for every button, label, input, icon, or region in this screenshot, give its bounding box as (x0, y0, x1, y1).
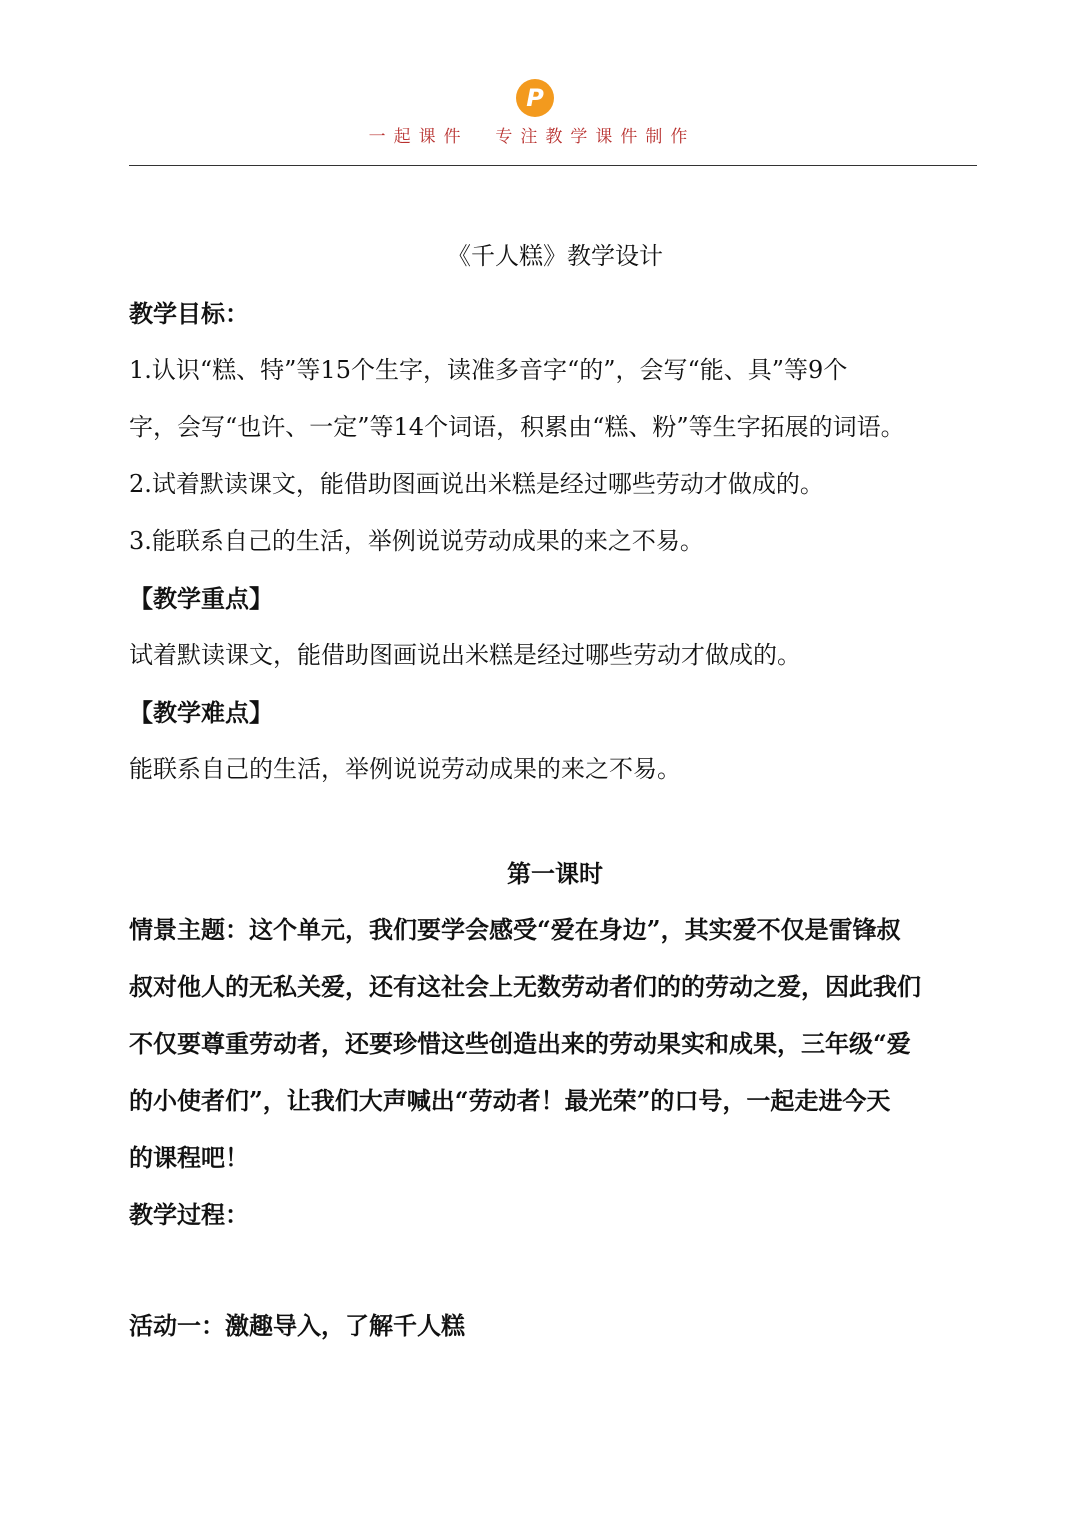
svg-text:P: P (526, 84, 544, 112)
theme-line: 不仅要尊重劳动者，还要珍惜这些创造出来的劳动果实和成果，三年级“爱 (129, 1029, 911, 1058)
theme-line: 叔对他人的无私关爱，还有这社会上无数劳动者们的的劳动之爱，因此我们 (129, 972, 921, 1001)
document-body (129, 228, 981, 1354)
logo-icon (515, 78, 555, 118)
header-divider (129, 165, 977, 166)
objective-line: 1.认识“糕、特”等15个生字，读准多音字“的”，会写“能、具”等9个 (129, 356, 848, 384)
objectives-heading: 教学目标： (129, 299, 249, 328)
key-point-heading: 【教学重点】 (129, 584, 273, 613)
theme-line: 情景主题：这个单元，我们要学会感受“爱在身边”，其实爱不仅是雷锋叔 (129, 915, 901, 944)
difficulty-text: 能联系自己的生活，举例说说劳动成果的来之不易。 (129, 755, 681, 783)
page-header (0, 78, 1080, 147)
header-tagline: 一起课件 专注教学课件制作 (368, 127, 696, 147)
activity-one-heading: 活动一：激趣导入，了解千人糕 (129, 1311, 465, 1340)
theme-line: 的小使者们”，让我们大声喊出“劳动者！最光荣”的口号，一起走进今天 (129, 1086, 891, 1115)
objective-line: 2.试着默读课文，能借助图画说出米糕是经过哪些劳动才做成的。 (129, 470, 824, 498)
objective-line: 3.能联系自己的生活，举例说说劳动成果的来之不易。 (129, 527, 704, 555)
process-heading: 教学过程： (129, 1200, 249, 1229)
difficulty-heading: 【教学难点】 (129, 698, 273, 727)
document-title: 《千人糕》教学设计 (447, 242, 663, 270)
lesson-title: 第一课时 (507, 859, 603, 888)
objective-line: 字，会写“也许、一定”等14个词语，积累由“糕、粉”等生字拓展的词语。 (129, 413, 905, 441)
theme-line: 的课程吧！ (129, 1143, 249, 1172)
key-point-text: 试着默读课文，能借助图画说出米糕是经过哪些劳动才做成的。 (129, 641, 801, 669)
